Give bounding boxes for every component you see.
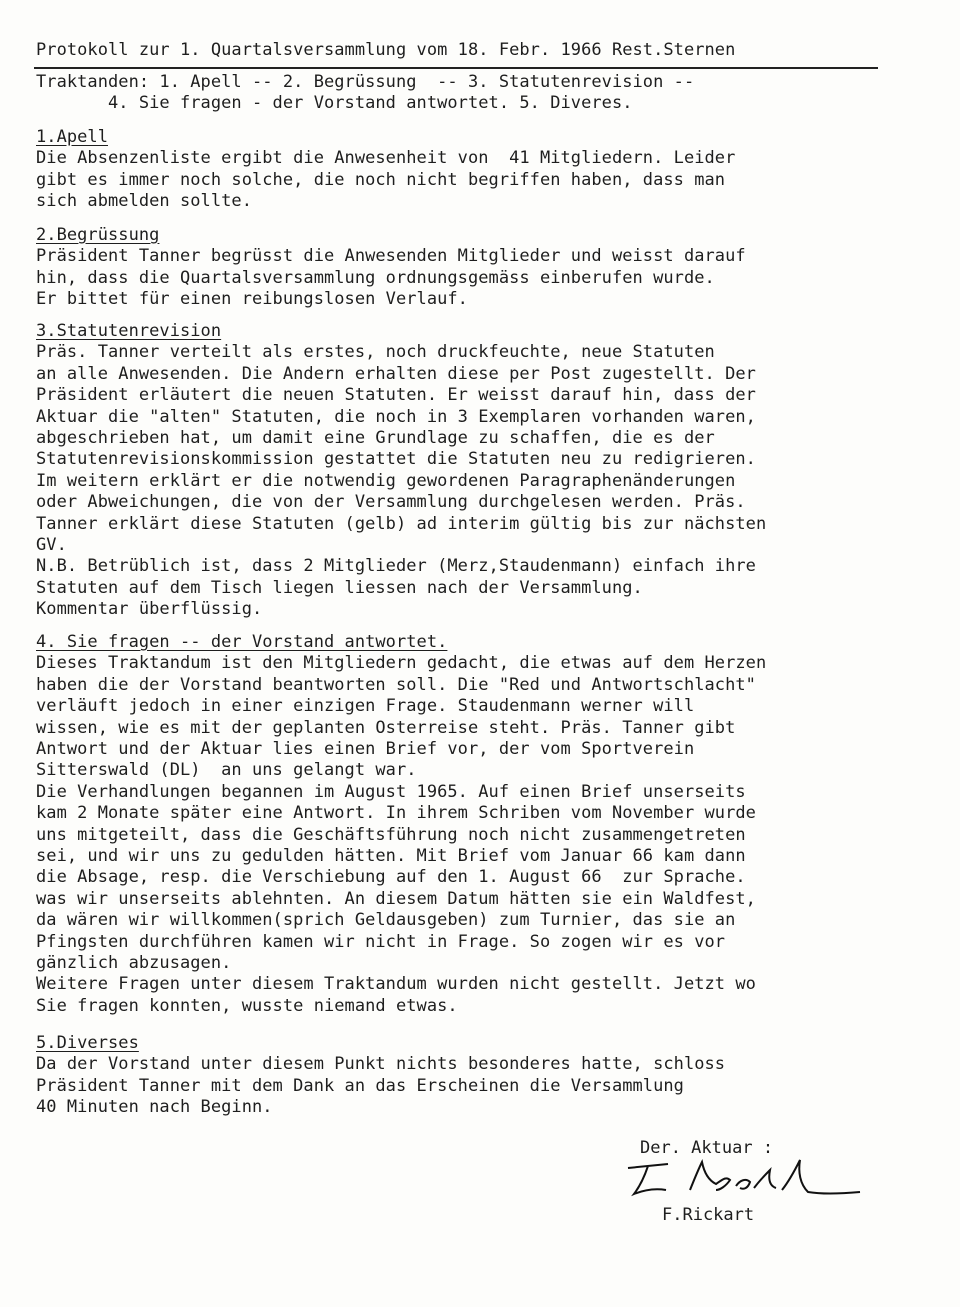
section-text-line: oder Abweichungen, die von der Versammlung durchgelesen werden. Präs. (36, 492, 746, 512)
section-heading: 5.Diverses (36, 1033, 139, 1053)
section-text-line: hin, dass die Quartalsversammlung ordnungsgemäss einberufen wurde. (36, 268, 715, 288)
signatory-name: F.Rickart (662, 1205, 755, 1225)
section-text-line: Präsident erläutert die neuen Statuten. Er weisst darauf hin, dass der (36, 385, 756, 405)
section-text-line: Aktuar die "alten" Statuten, die noch in 3 Exemplaren vorhanden waren, (36, 407, 756, 427)
title-rule (34, 67, 878, 69)
handwritten-signature (620, 1150, 880, 1200)
section-text-line: gänzlich abzusagen. (36, 953, 232, 973)
agenda-line: Traktanden: 1. Apell -- 2. Begrüssung -- 3. Statutenrevision -- (36, 72, 695, 92)
section-heading: 3.Statutenrevision (36, 321, 222, 341)
section-text-line: haben die der Vorstand beantworten soll. Die "Red und Antwortschlacht" (36, 675, 756, 695)
section-text-line: sei, und wir uns zu gedulden hätten. Mit Brief vom Januar 66 kam dann (36, 846, 746, 866)
section-text-line: Präsident Tanner begrüsst die Anwesenden Mitglieder und weisst darauf (36, 246, 746, 266)
section-text-line: N.B. Betrüblich ist, dass 2 Mitglieder (Merz,Staudenmann) einfach ihre (36, 556, 756, 576)
section-text-line: Statutenrevisionskommission gestattet die Statuten neu zu redigrieren. (36, 449, 756, 469)
section-text-line: Tanner erklärt diese Statuten (gelb) ad interim gültig bis zur nächsten (36, 514, 767, 534)
section-text-line: verläuft jedoch in einer einzigen Frage. Staudenmann werner will (36, 696, 695, 716)
section-text-line: gibt es immer noch solche, die noch nicht begriffen haben, dass man (36, 170, 726, 190)
section-text-line: GV. (36, 535, 67, 555)
section-text-line: was wir unserseits ablehnten. An diesem Datum hätten sie ein Waldfest, (36, 889, 756, 909)
agenda-line: 4. Sie fragen - der Vorstand antwortet. 5. Diveres. (36, 93, 633, 113)
section-heading: 1.Apell (36, 127, 108, 147)
section-text-line: Präs. Tanner verteilt als erstes, noch druckfeuchte, neue Statuten (36, 342, 715, 362)
section-text-line: an alle Anwesenden. Die Andern erhalten diese per Post zugestellt. Der (36, 364, 756, 384)
section-text-line: Da der Vorstand unter diesem Punkt nichts besonderes hatte, schloss (36, 1054, 726, 1074)
section-text-line: Kommentar überflüssig. (36, 599, 263, 619)
section-text-line: Dieses Traktandum ist den Mitgliedern gedacht, die etwas auf dem Herzen (36, 653, 767, 673)
section-text-line: Präsident Tanner mit dem Dank an das Erscheinen die Versammlung (36, 1076, 684, 1096)
section-text-line: uns mitgeteilt, dass die Geschäftsführung noch nicht zusammengetreten (36, 825, 746, 845)
document-title: Protokoll zur 1. Quartalsversammlung vom 18. Febr. 1966 Rest.Sternen (36, 40, 736, 60)
section-heading: 4. Sie fragen -- der Vorstand antwortet. (36, 632, 448, 652)
section-text-line: Er bittet für einen reibungslosen Verlauf. (36, 289, 468, 309)
section-text-line: Die Verhandlungen begannen im August 1965. Auf einen Brief unserseits (36, 782, 746, 802)
signature-label: Der. Aktuar : (640, 1138, 774, 1158)
section-text-line: Antwort und der Aktuar lies einen Brief vor, der vom Sportverein (36, 739, 695, 759)
section-heading: 2.Begrüssung (36, 225, 160, 245)
section-text-line: Weitere Fragen unter diesem Traktandum wurden nicht gestellt. Jetzt wo (36, 974, 756, 994)
section-text-line: Die Absenzenliste ergibt die Anwesenheit von 41 Mitgliedern. Leider (36, 148, 736, 168)
section-text-line: Sie fragen konnten, wusste niemand etwas. (36, 996, 458, 1016)
section-text-line: Im weitern erklärt er die notwendig gewordenen Paragraphenänderungen (36, 471, 736, 491)
section-text-line: die Absage, resp. die Verschiebung auf den 1. August 66 zur Sprache. (36, 867, 746, 887)
section-text-line: kam 2 Monate später eine Antwort. In ihrem Schriben vom November wurde (36, 803, 756, 823)
section-text-line: Pfingsten durchführen kamen wir nicht in Frage. So zogen wir es vor (36, 932, 726, 952)
section-text-line: Statuten auf dem Tisch liegen liessen nach der Versammlung. (36, 578, 643, 598)
section-text-line: da wären wir willkommen(sprich Geldausgeben) zum Turnier, das sie an (36, 910, 736, 930)
section-text-line: 40 Minuten nach Beginn. (36, 1097, 273, 1117)
section-text-line: abgeschrieben hat, um damit eine Grundlage zu schaffen, die es der (36, 428, 715, 448)
section-text-line: Sitterswald (DL) an uns gelangt war. (36, 760, 417, 780)
section-text-line: sich abmelden sollte. (36, 191, 252, 211)
section-text-line: wissen, wie es mit der geplanten Osterreise steht. Präs. Tanner gibt (36, 718, 736, 738)
